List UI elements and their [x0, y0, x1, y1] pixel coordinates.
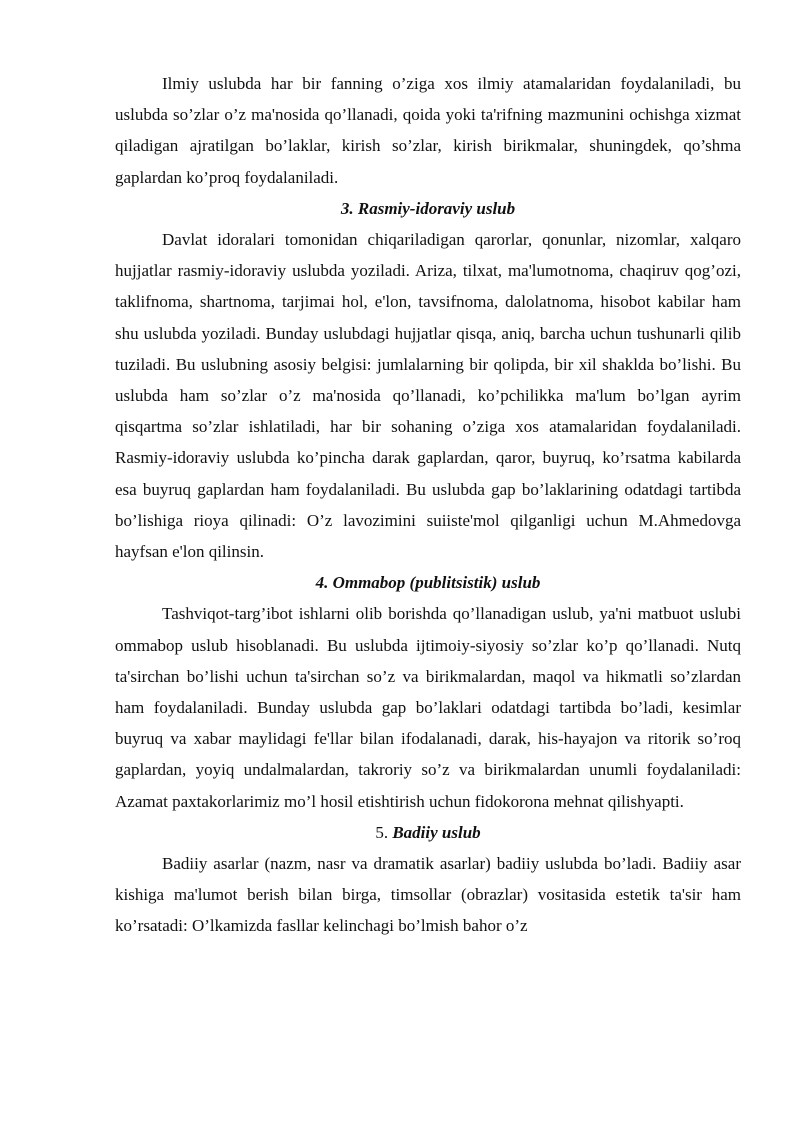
heading-publicistic-style: 4. Ommabop (publitsistik) uslub	[315, 573, 541, 593]
paragraph-official-style: Davlat idoralari tomonidan chiqariladigan qarorlar, qonunlar, nizomlar, xalqaro hujjatlar rasmiy-idoraviy uslubda yoziladi. Ariza, tilxat, ma'lumotnoma, chaqiruv qog’ozi, taklifnoma, shartnoma, tarjimai hol, e'lon, tavsifnoma, dalolatnoma, hisobot kabilar ham shu uslubda yoziladi. Bunday uslubdagi hujjatlar qisqa, aniq, barcha uchun tushunarli qilib tuziladi. Bu uslubning asosiy belgisi: jumlalarning bir qolipda, bir xil shaklda bo’lishi. Bu uslubda ham so’zlar o’z ma'nosida qo’llanadi, ko’pchilikka ma'lum bo’lgan ayrim qisqartma so’zlar ishlatiladi, har bir sohaning o’ziga xos atamalaridan foydalaniladi. Rasmiy-idoraviy uslubda ko’pincha darak gaplardan, qaror, buyruq, ko’rsatma kabilarda esa buyruq gaplardan ham foydalaniladi. Bu uslubda gap bo’laklarining odatdagi tartibda bo’lishiga rioya qilinadi: O’z lavozimini suiiste'mol qilganligi uchun M.Ahmedovga hayfsan e'lon qilinsin.	[115, 230, 741, 562]
heading-official-style: 3. Rasmiy-idoraviy uslub	[340, 198, 516, 218]
heading-title: Badiiy uslub	[392, 822, 481, 842]
paragraph-publicistic-style: Tashviqot-targ’ibot ishlarni olib borishda qo’llanadigan uslub, ya'ni matbuot uslubi ommabop uslub hisoblanadi. Bu uslubda ijtimoiy-siyosiy so’zlar ko’p qo’llanadi. Nutq ta'sirchan bo’lishi uchun ta'sirchan so’z va birikmalardan, maqol va hikmatli so’zlardan ham foydalaniladi. Bunday uslubda gap bo’laklari odatdagi tartibda bo’ladi, kesimlar buyruq va xabar maylidagi fe'llar bilan ifodalanadi, darak, his-hayajon va ritorik so’roq gaplardan, yoyiq undalmalardan, takroriy so’z va birikmalardan unumli foydalaniladi: Azamat paxtakorlarimiz mo’l hosil etishtirish uchun fidokorona mehnat qilishyapti.	[115, 604, 741, 811]
heading-artistic-style	[115, 817, 741, 848]
heading-number: 5.	[375, 822, 389, 842]
paragraph-artistic-style: Badiiy asarlar (nazm, nasr va dramatik asarlar) badiiy uslubda bo’ladi. Badiiy asar kishiga ma'lumot berish bilan birga, timsollar (obrazlar) vositasida estetik ta'sir ham ko’rsatadi: O’lkamizda fasllar kelinchagi bo’lmish bahor o’z	[115, 854, 741, 936]
document-body	[115, 68, 741, 942]
paragraph-scientific-style: Ilmiy uslubda har bir fanning o’ziga xos ilmiy atamalaridan foydalaniladi, bu uslubda so’zlar o’z ma'nosida qo’llanadi, qoida yoki ta'rifning mazmunini ochishga xizmat qiladigan ajratilgan bo’laklar, kirish so’zlar, kirish birikmalar, shuningdek, qo’shma gaplardan ko’proq foydalaniladi.	[115, 74, 741, 187]
